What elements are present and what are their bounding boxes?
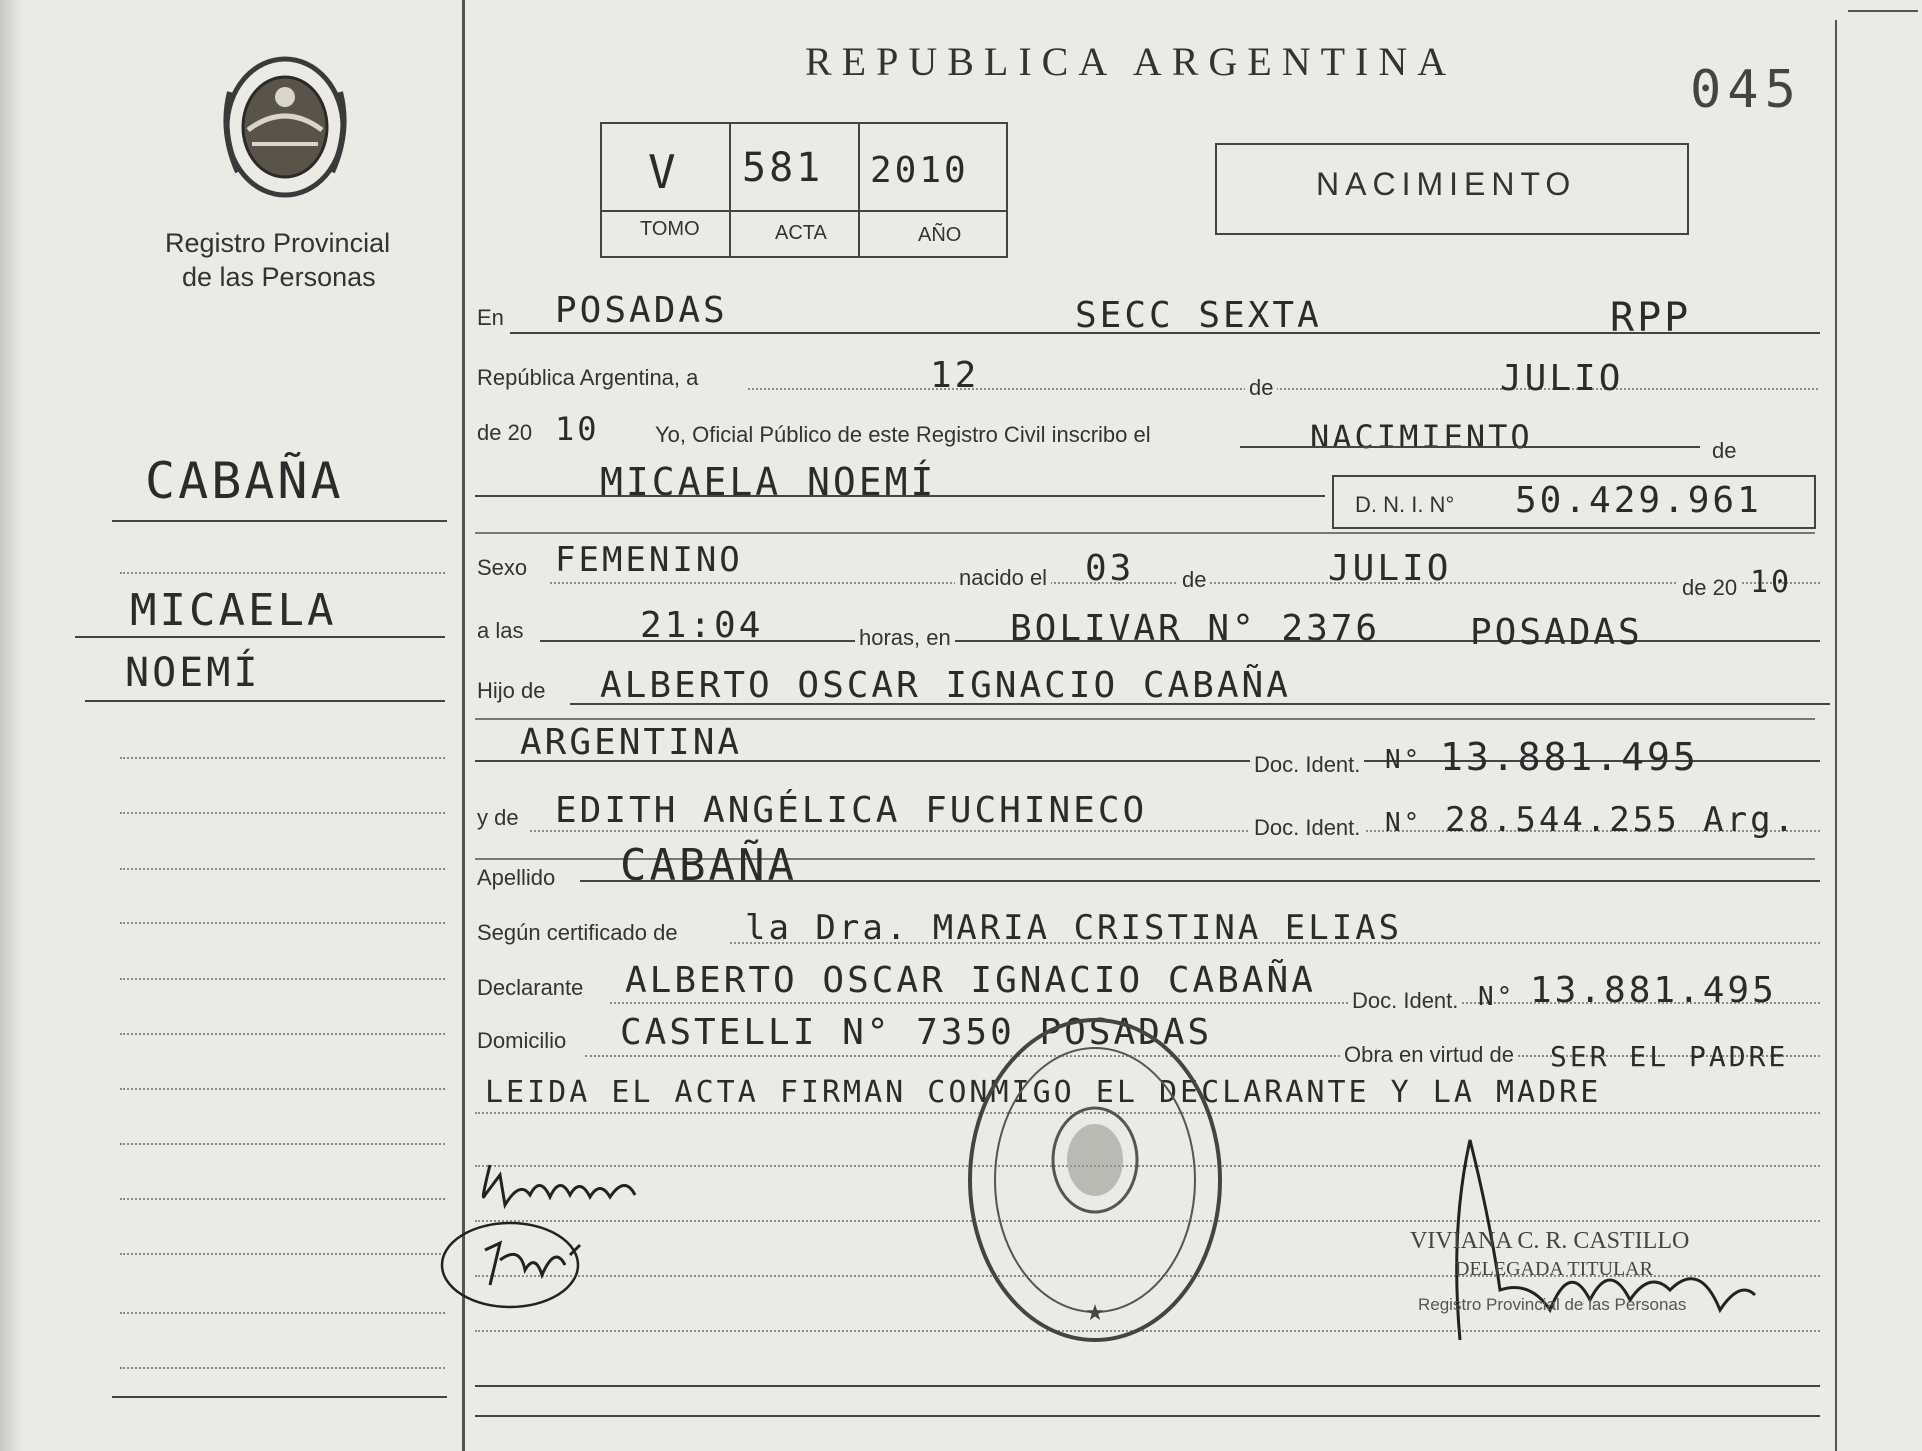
label-sexo: Sexo	[477, 555, 528, 580]
margin-line-3	[75, 636, 445, 638]
field-nacido-dia: 03	[1085, 548, 1135, 589]
field-nacido-mes: JULIO	[1328, 548, 1452, 589]
label-segun: Según certificado de	[477, 920, 678, 945]
field-domicilio: CASTELLI N° 7350 POSADAS	[620, 1012, 1213, 1053]
label-doc-ident-3: Doc. Ident.	[1348, 988, 1462, 1014]
field-padre-doc: 13.881.495	[1440, 735, 1699, 779]
official-name: VIVIANA C. R. CASTILLO	[1410, 1228, 1690, 1254]
anio-label: AÑO	[918, 224, 962, 246]
row7b-line	[475, 718, 1815, 720]
field-apellido: CABAÑA	[620, 840, 797, 891]
row20-line	[475, 1415, 1820, 1417]
label-en: En	[477, 305, 504, 330]
table-hline	[600, 210, 1006, 212]
label-doc-ident-2: Doc. Ident.	[1250, 815, 1364, 841]
tomo-value: V	[648, 145, 679, 199]
label-de-mid: de	[1178, 567, 1210, 593]
top-right-mark	[1848, 10, 1918, 12]
margin-middle-name: NOEMÍ	[125, 650, 261, 696]
field-declarante-doc: 13.881.495	[1530, 970, 1777, 1011]
field-nacido-anio: 10	[1750, 565, 1793, 600]
margin-line-5	[120, 757, 445, 759]
label-obra: Obra en virtud de	[1340, 1042, 1518, 1068]
label-apellido: Apellido	[477, 865, 556, 890]
field-ciudad: POSADAS	[555, 290, 728, 331]
label-republica: República Argentina, a	[477, 365, 699, 390]
row2-line	[748, 388, 1818, 390]
official-office: Registro Provincial de las Personas	[1418, 1295, 1687, 1314]
margin-line-12	[120, 1143, 445, 1145]
label-nacido-el: nacido el	[955, 565, 1051, 591]
table-divider-2	[858, 122, 860, 256]
declarante-signature-icon	[430, 1135, 700, 1315]
svg-text:★: ★	[1085, 1301, 1105, 1326]
row3-line	[1240, 446, 1700, 448]
country-title: REPUBLICA ARGENTINA	[805, 39, 1457, 84]
field-madre: EDITH ANGÉLICA FUCHINECO	[555, 790, 1148, 831]
margin-line-1	[112, 520, 447, 522]
field-declarante: ALBERTO OSCAR IGNACIO CABAÑA	[625, 960, 1316, 1001]
row4-line	[475, 495, 1325, 497]
registry-name-line1: Registro Provincial	[165, 228, 391, 258]
field-mes: JULIO	[1500, 358, 1624, 399]
margin-line-13	[120, 1198, 445, 1200]
field-inscribe: NACIMIENTO	[1310, 418, 1533, 456]
official-title: DELEGADA TITULAR	[1455, 1258, 1653, 1280]
field-certificado: la Dra. MARIA CRISTINA ELIAS	[745, 908, 1403, 948]
label-hijo-de: Hijo de	[477, 678, 546, 703]
field-dni: 50.429.961	[1515, 480, 1762, 521]
field-sexo: FEMENINO	[555, 540, 743, 580]
field-hora: 21:04	[640, 605, 764, 646]
margin-line-16	[120, 1367, 445, 1369]
field-padre: ALBERTO OSCAR IGNACIO CABAÑA	[600, 665, 1291, 706]
field-padre-doc-prefix: N°	[1385, 745, 1423, 775]
label-de20: de 20	[477, 420, 533, 445]
label-yo-oficial: Yo, Oficial Público de este Registro Civil inscribo el	[655, 422, 1151, 447]
official-stamp-icon	[960, 1010, 1230, 1350]
margin-line-11	[120, 1088, 445, 1090]
acta-value: 581	[742, 145, 824, 191]
row11-line	[730, 942, 1820, 944]
row19-line	[475, 1385, 1820, 1387]
field-dia: 12	[930, 355, 980, 396]
right-border	[1835, 20, 1837, 1451]
margin-line-10	[120, 1033, 445, 1035]
margin-line-14	[120, 1253, 445, 1255]
province-seal-icon	[210, 52, 360, 202]
row4b-line	[475, 532, 1815, 534]
field-lugar-ciudad: POSADAS	[1470, 612, 1643, 653]
table-divider-1	[729, 122, 731, 256]
field-nombre: MICAELA NOEMÍ	[600, 460, 937, 504]
label-de-end: de	[1712, 438, 1737, 463]
row7-line	[570, 703, 1830, 705]
label-doc-ident-1: Doc. Ident.	[1250, 752, 1364, 778]
field-rpp: RPP	[1610, 295, 1692, 341]
acta-label: ACTA	[775, 222, 827, 244]
margin-line-17	[112, 1396, 447, 1398]
page-number: 045	[1690, 60, 1802, 120]
label-de20-b: de 20	[1678, 575, 1741, 601]
label-a-las: a las	[477, 618, 524, 643]
margin-line-8	[120, 922, 445, 924]
label-horas-en: horas, en	[855, 625, 955, 651]
tomo-label: TOMO	[640, 218, 700, 240]
margin-line-7	[120, 868, 445, 870]
margin-line-15	[120, 1312, 445, 1314]
margin-line-6	[120, 812, 445, 814]
margin-first-name: MICAELA	[130, 585, 337, 636]
field-declarante-doc-prefix: N°	[1478, 982, 1516, 1012]
registry-name-line2: de las Personas	[182, 262, 376, 292]
field-lugar: BOLIVAR N° 2376	[1010, 608, 1381, 649]
field-madre-doc: 28.544.255 Arg.	[1445, 800, 1798, 840]
label-de: de	[1245, 375, 1277, 401]
row10-line	[580, 880, 1820, 882]
anio-value: 2010	[870, 150, 969, 191]
label-dni: D. N. I. N°	[1355, 492, 1455, 517]
label-y-de: y de	[477, 805, 519, 830]
margin-line-4	[85, 700, 445, 702]
margin-line-9	[120, 978, 445, 980]
margin-line-2	[120, 572, 445, 574]
field-anio: 10	[555, 410, 600, 448]
field-madre-doc-prefix: N°	[1385, 808, 1423, 838]
record-type: NACIMIENTO	[1316, 166, 1577, 202]
field-obra: SER EL PADRE	[1550, 1040, 1789, 1073]
field-padre-nac: ARGENTINA	[520, 722, 743, 763]
field-leida: LEIDA EL ACTA FIRMAN CONMIGO EL DECLARANTE Y LA MADRE	[485, 1075, 1602, 1110]
label-domicilio: Domicilio	[477, 1028, 567, 1053]
margin-surname: CABAÑA	[145, 452, 344, 510]
label-declarante: Declarante	[477, 975, 584, 1000]
left-edge-shadow	[0, 0, 22, 1451]
field-seccion: SECC SEXTA	[1075, 295, 1322, 336]
